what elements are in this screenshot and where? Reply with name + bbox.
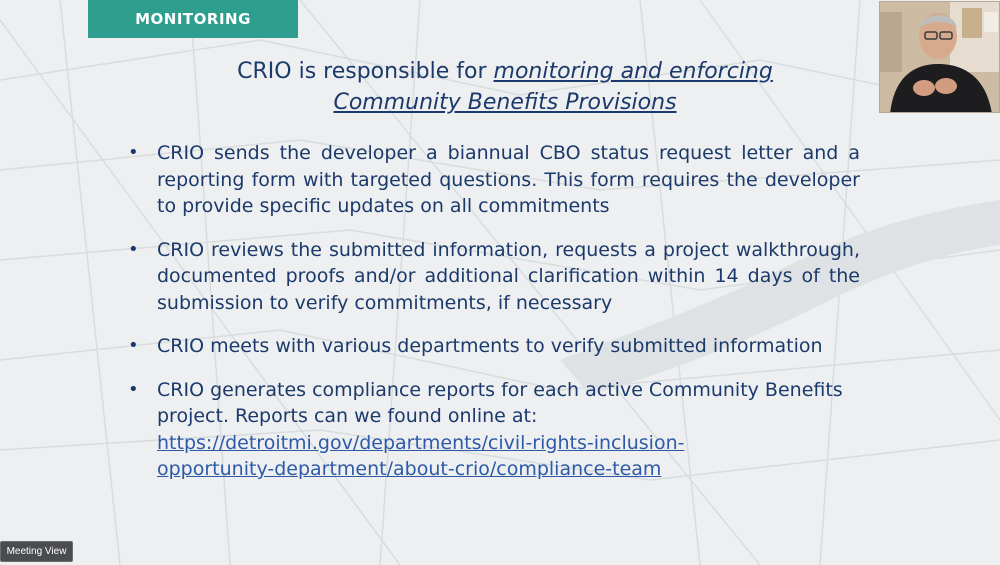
participant-avatar [880,2,1000,113]
compliance-team-link-line1[interactable]: https://detroitmi.gov/departments/civil-rights-inclusion- [157,431,685,454]
bullet-dot-icon: • [128,142,139,163]
slide-headline [150,56,860,118]
bullet-item [128,377,860,483]
bullet-text: CRIO reviews the submitted information, requests a project walkthrough, documented proofs and/or additional clarification within 14 days of the submission to verify commitments, if necessary [157,238,860,314]
section-tag: MONITORING [88,0,298,38]
bullet-dot-icon: • [128,335,139,356]
bullet-text: CRIO generates compliance reports for each active Community Benefits project. Reports can we found online at: [157,378,843,427]
compliance-team-link-line2[interactable]: opportunity-department/about-crio/compliance-team [157,458,662,480]
bullet-text: CRIO meets with various departments to verify submitted information [157,335,823,357]
headline-emphasis-line2: Community Benefits Provisions [333,90,677,115]
bullet-dot-icon: • [128,378,139,400]
meeting-view-button[interactable]: Meeting View [0,541,73,562]
bullet-list [128,140,860,500]
bullet-item [128,140,860,220]
bullet-item [128,237,860,317]
headline-emphasis-line1: monitoring and enforcing [493,59,773,84]
participant-video-tile[interactable] [879,1,1000,113]
bullet-item [128,333,860,360]
bullet-dot-icon: • [128,238,139,260]
bullet-text: CRIO sends the developer a biannual CBO status request letter and a reporting form with targeted questions. This form requires the developer to provide specific updates on all commitments [157,142,860,217]
headline-prefix: CRIO is responsible for [237,59,494,84]
